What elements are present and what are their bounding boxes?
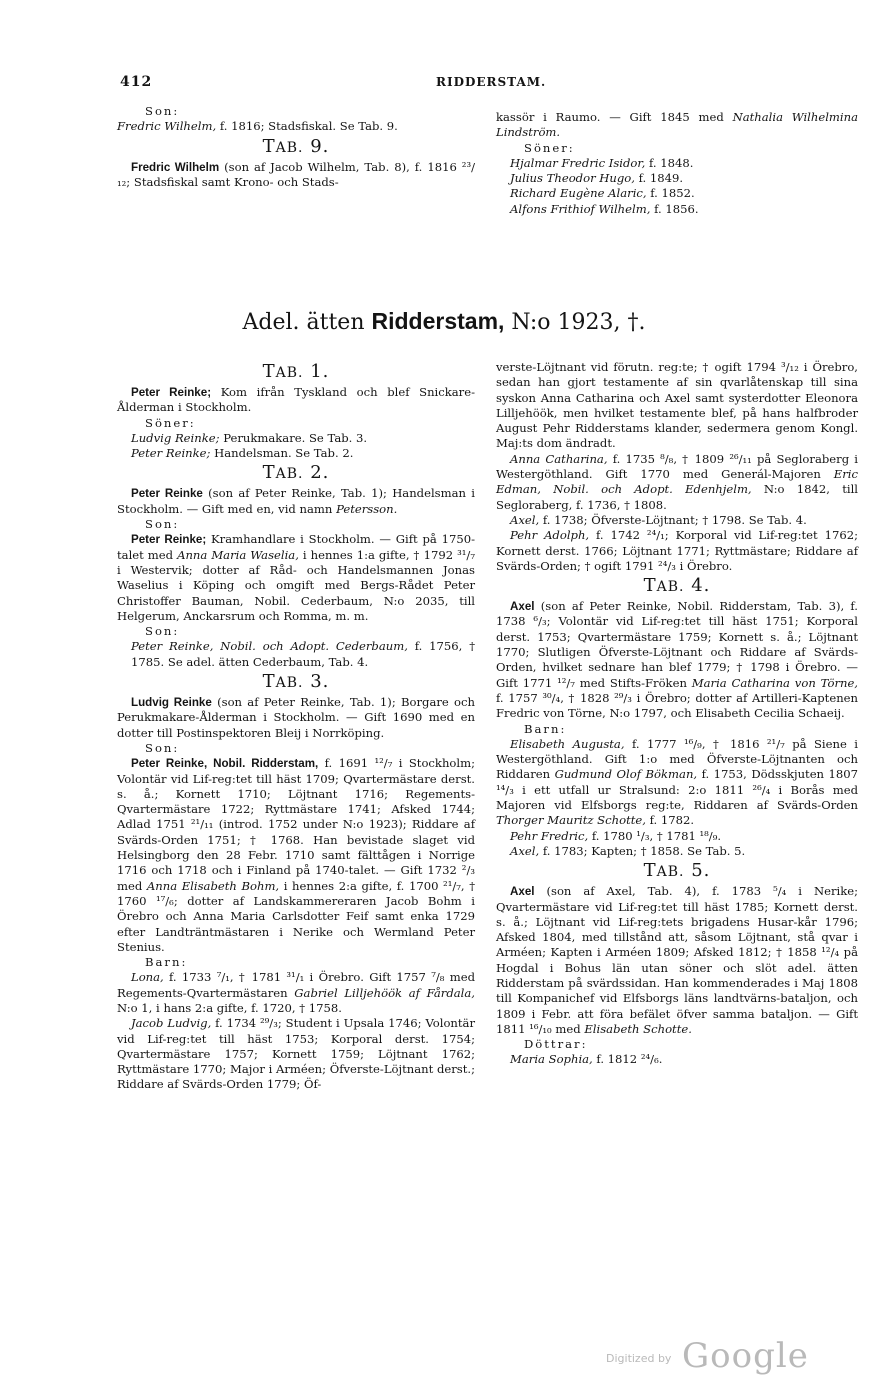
son-label: Son: bbox=[145, 517, 180, 532]
right-column bbox=[496, 360, 858, 1068]
top-left-column bbox=[117, 104, 475, 190]
list-item-cont: verste-Löjtnant vid förutn. reg:te; † ogift 1794 ³/₁₂ i Örebro, sedan han gjort testamente af sin qvarlåtenskap till sina syskon Anna Catharina och Axel samt systerdotter Eleonora Lilljehöök, men hvilket testamente blef, på hans halfbroder August Pehr Ridderstams klander, sedermera genom Kongl. Maj:ts dom ändradt. bbox=[496, 360, 858, 451]
soner-label: Söner: bbox=[145, 415, 196, 430]
watermark-small-text: Digitized by bbox=[606, 1352, 672, 1365]
tab-9-heading: TAB. 9. bbox=[262, 135, 330, 157]
top-right-column bbox=[496, 110, 858, 217]
google-logo: Google bbox=[682, 1336, 809, 1376]
son-label: Son: bbox=[145, 104, 180, 118]
list-item: Axel, f. 1783; Kapten; † 1858. Se Tab. 5. bbox=[510, 843, 746, 858]
tab-2-son-entry: Peter Reinke; Kramhandlare i Stockholm. — Gift på 1750-talet med Anna Maria Waselia, i hennes 1:a gifte, † 1792 ³¹/₇ i Westervik; dotter af Råd- och Handelsmannen Jonas Waselius i Köping och omgift med Bergs-Rådet Peter Christoffer Bauman, Nobil. Cederbaum, N:o 2035, till Helgerum, Anckarsrum och Romma, m. m. bbox=[117, 532, 475, 623]
tab-9-entry-cont: kassör i Raumo. — Gift 1845 med Nathalia Wilhelmina Lindström. bbox=[496, 110, 858, 140]
tab-2-entry: Peter Reinke (son af Peter Reinke, Tab. 1); Handelsman i Stockholm. — Gift med en, vid namn Petersson. bbox=[117, 486, 475, 516]
tab-9-entry: Fredric Wilhelm (son af Jacob Wilhelm, Tab. 8), f. 1816 ²³/₁₂; Stadsfiskal samt Krono- och Stads- bbox=[117, 159, 475, 189]
digitized-by-google-watermark bbox=[606, 1336, 809, 1376]
tab-5-heading: TAB. 5. bbox=[643, 860, 711, 882]
list-item: Jacob Ludvig, f. 1734 ²⁹/₃; Student i Upsala 1746; Volontär vid Lif-reg:tet till häst 1753; Korporal derst. 1754; Qvartermästare 1757; Kornett 1759; Löjtnant 1762; Ryttmästare 1770; Major i Arméen; Öfverste-Löjtnant derst.; Riddare af Svärds-Orden 1779; Öf- bbox=[117, 1016, 475, 1092]
tab-5-entry: Axel (son af Axel, Tab. 4), f. 1783 ⁵/₄ i Nerike; Qvartermästare vid Lif-reg:tet till häst 1785; Kornett derst. s. å.; Löjtnant vid Lif-reg:tets brigadens Husar-kår 1796; Afsked 1804, med tillstånd att, såsom Löjtnant, stå qvar i Arméen; Kapten i Arméen 1809; Afsked 1812; † 1858 ¹²/₄ på Hogdal i Bohus län utan söner och slöt adel. ätten Ridderstam på svärdssidan. Han kommenderades i Maj 1808 till Kompanichef vid Elfsborgs läns landtvärns-bataljon, och 1809 i Febr. att föra befälet öfver samma bataljon. — Gift 1811 ¹⁶/₁₀ med Elisabeth Schotte. bbox=[496, 884, 858, 1036]
tab-1-entry: Peter Reinke; Kom ifrån Tyskland och blef Snickare-Ålderman i Stockholm. bbox=[117, 385, 475, 415]
barn-label: Barn: bbox=[145, 955, 188, 970]
tab-3-entry: Ludvig Reinke (son af Peter Reinke, Tab. 1); Borgare och Perukmakare-Ålderman i Stockholm. — Gift 1690 med en dotter till Postinspektoren Bleij i Norrköping. bbox=[117, 695, 475, 740]
dottrar-label: Döttrar: bbox=[524, 1037, 588, 1052]
list-item: Elisabeth Augusta, f. 1777 ¹⁶/₉, † 1816 ²¹/₇ på Siene i Westergöthland. Gift 1:o med Öfverste-Löjtnanten och Riddaren Gudmund Olof Bökman, f. 1753, Dödsskjuten 1807 ¹⁴/₃ i ett utfall ur Stralsund: 2:o 1811 ²⁶/₄ i Borås med Majoren vid Elfsborgs reg:te, Riddaren af Svärds-Orden Thorger Mauritz Schotte, f. 1782. bbox=[496, 736, 859, 828]
list-item: Julius Theodor Hugo, f. 1849. bbox=[510, 171, 684, 186]
list-item: Alfons Frithiof Wilhelm, f. 1856. bbox=[510, 201, 699, 216]
son-label: Son: bbox=[145, 624, 180, 639]
list-item: Lona, f. 1733 ⁷/₁, † 1781 ³¹/₁ i Örebro. Gift 1757 ⁷/₈ med Regements-Qvartermästaren Gabriel Lilljehöök af Fårdala, N:o 1, i hans 2:a gifte, f. 1720, † 1758. bbox=[117, 970, 475, 1015]
soner-label: Söner: bbox=[524, 140, 575, 155]
list-item: Peter Reinke, Nobil. och Adopt. Cederbaum, f. 1756, † 1785. Se adel. ätten Cederbaum, Tab. 4. bbox=[131, 639, 475, 669]
page-number: 412 bbox=[120, 74, 153, 90]
list-item: Peter Reinke; Handelsman. Se Tab. 2. bbox=[131, 446, 354, 461]
list-item: Maria Sophia, f. 1812 ²⁴/₆. bbox=[510, 1052, 663, 1067]
tab-2-heading: TAB. 2. bbox=[262, 462, 330, 484]
running-header bbox=[120, 74, 776, 94]
son-label: Son: bbox=[145, 740, 180, 755]
tab-3-heading: TAB. 3. bbox=[262, 671, 330, 693]
list-item: Richard Eugène Alaric, f. 1852. bbox=[510, 186, 695, 201]
list-item: Pehr Fredric, f. 1780 ¹/₃, † 1781 ¹⁸/₉. bbox=[510, 828, 722, 843]
list-item: Anna Catharina, f. 1735 ⁸/₈, † 1809 ²⁶/₁₁ på Segloraberg i Westergöthland. Gift 1770 med Generál-Majoren Eric Edman, Nobil. och Adopt. Edenhjelm, N:o 1842, till Segloraberg, f. 1736, † 1808. bbox=[496, 451, 858, 512]
list-item: Ludvig Reinke; Perukmakare. Se Tab. 3. bbox=[131, 430, 368, 445]
tab-4-heading: TAB. 4. bbox=[643, 575, 711, 597]
list-item: Hjalmar Fredric Isidor, f. 1848. bbox=[510, 155, 694, 170]
son-entry: Fredric Wilhelm, f. 1816; Stadsfiskal. Se Tab. 9. bbox=[117, 119, 398, 134]
list-item: Axel, f. 1738; Öfverste-Löjtnant; † 1798. Se Tab. 4. bbox=[510, 512, 807, 527]
barn-label: Barn: bbox=[524, 721, 567, 736]
tab-4-entry: Axel (son af Peter Reinke, Nobil. Ridderstam, Tab. 3), f. 1738 ⁶/₃; Volontär vid Lif-reg:tet till häst 1751; Korporal derst. 1753; Qvartermästare 1759; Kornett s. å.; Löjtnant 1770; Slutligen Öfverste-Löjtnant och Riddare af Svärds-Orden, hvilket sednare han blef 1779; † 1798 i Örebro. — Gift 1771 ¹²/₇ med Stifts-Fröken Maria Catharina von Törne, f. 1757 ³⁰/₄, † 1828 ²⁹/₃ i Örebro; dotter af Artilleri-Kaptenen Fredric von Törne, N:o 1797, och Elisabeth Cecilia Schaeij. bbox=[496, 599, 858, 721]
list-item: Pehr Adolph, f. 1742 ²⁴/₁; Korporal vid Lif-reg:tet 1762; Kornett derst. 1766; Löjtnant 1771; Ryttmästare; Riddare af Svärds-Orden; † ogift 1791 ²⁴/₃ i Örebro. bbox=[496, 528, 858, 573]
tab-1-heading: TAB. 1. bbox=[262, 361, 330, 382]
running-title: RIDDERSTAM. bbox=[436, 75, 547, 89]
tab-3-son-entry: Peter Reinke, Nobil. Ridderstam, f. 1691 ¹²/₇ i Stockholm; Volontär vid Lif-reg:tet till häst 1709; Qvartermästare derst. s. å.; Kornett 1710; Löjtnant 1716; Regements-Qvartermästare 1722; Ryttmästare 1741; Afsked 1744; Adlad 1751 ²¹/₁₁ (introd. 1752 under N:o 1923); Riddare af Svärds-Orden 1751; † 1768. Han bevistade slaget vid Helsingborg den 28 Febr. 1710 samt fälttågen i Norrige 1716 och 1718 och i Finland på 1740-talet. — Gift 1732 ²/₃ med Anna Elisabeth Bohm, i hennes 2:a gifte, f. 1700 ²¹/₇, † 1760 ¹⁷/₆; dotter af Landskammereraren Jacob Bohm i Örebro och Anna Maria Carlsdotter Feif samt enka 1729 efter Landträntmästaren i Nerike och Wermland Peter Stenius. bbox=[117, 756, 476, 954]
family-title: Adel. ätten Ridderstam, N:o 1923, †. bbox=[242, 308, 646, 335]
left-column bbox=[117, 350, 475, 1093]
